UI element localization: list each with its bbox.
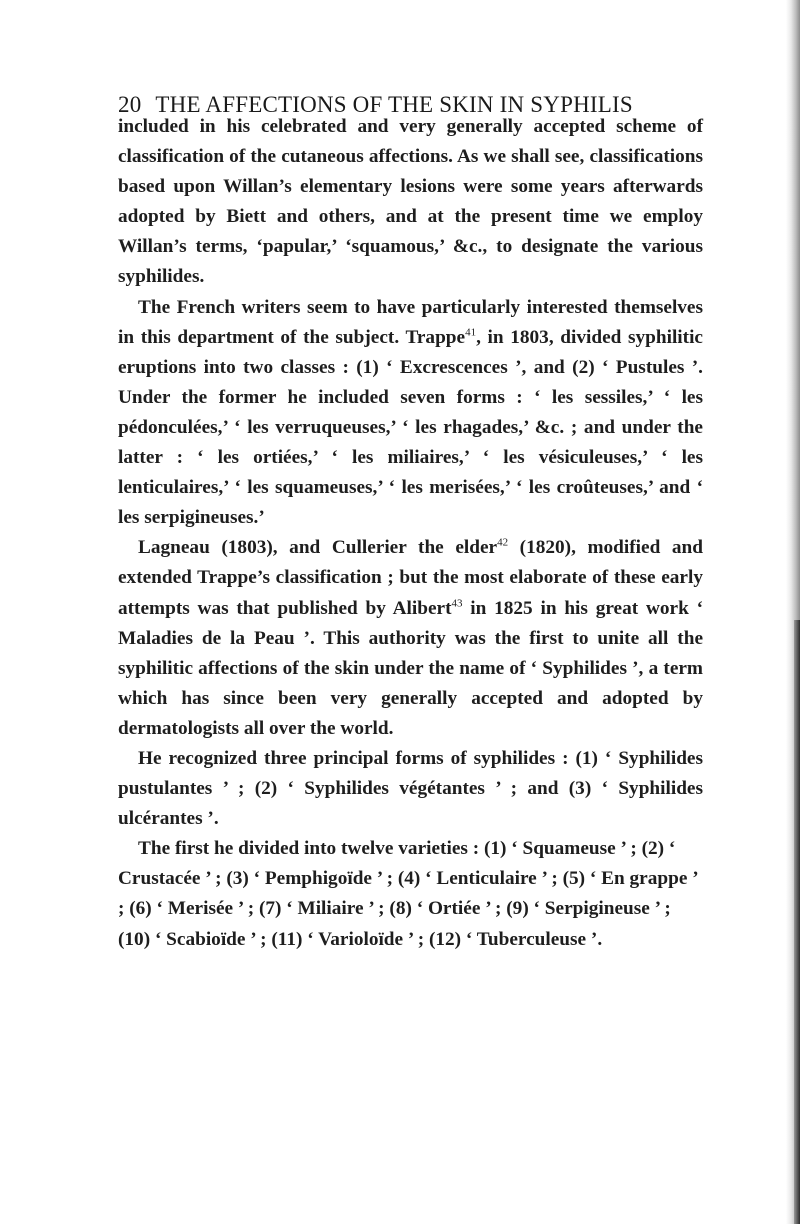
paragraph-2 — [118, 293, 703, 534]
running-title: THE AFFECTIONS OF THE SKIN IN SYPHILIS — [155, 92, 633, 117]
paragraph-3-text-c: in 1825 in his great work ‘ Maladies de la Peau ’. This authority was the first to unite all the syphilitic affections of the skin under the name of ‘ Syphilides ’, a term which has since been very generally accepted and adopted by dermatologists all over the world. — [118, 597, 703, 739]
page-number: 20 — [118, 92, 142, 117]
paragraph-2-text-a: The French writers seem to have particularly interested themselves in this department of the subject. Trappe — [118, 296, 703, 348]
paragraph-2-text-b: , in 1803, divided syphilitic eruptions into two classes : (1) ‘ Excrescences ’, and (2) ‘ Pustules ’. Under the former he included seven forms : ‘ les sessiles,’ ‘ les pédonculées,’ ‘ les verruqueuses,’ ‘ les rhagades,’ &c. ; and under the latter : ‘ les ortiées,’ ‘ les miliaires,’ ‘ les vésiculeuses,’ ‘ les lenticulaires,’ ‘ les squameuses,’ ‘ les merisées,’ ‘ les croûteuses,’ and ‘ les serpigineuses.’ — [118, 326, 703, 529]
paragraph-3 — [118, 533, 703, 744]
paragraph-1-text: included in his celebrated and very generally accepted scheme of classification of the cutaneous affections. As we shall see, classifications based upon Willan’s elementary lesions were some years afterwards adopted by Biett and others, and at the present time we employ Willan’s terms, ‘papular,’ ‘squamous,’ &c., to designate the various syphilides. — [118, 116, 703, 288]
paragraph-3-text-b: (1820), modified and extended Trappe’s classification ; but the most elaborate of these early attempts was that published by Alibert — [118, 537, 703, 619]
body-text — [118, 112, 703, 955]
paragraph-1 — [118, 112, 703, 293]
footnote-ref-43: 43 — [451, 597, 463, 610]
page-edge-binding — [794, 620, 800, 1224]
footnote-ref-42: 42 — [497, 536, 509, 549]
paragraph-5-text: The first he divided into twelve varieties : (1) ‘ Squameuse ’ ; (2) ‘ Crustacée ’ ; (3) ‘ Pemphigoïde ’ ; (4) ‘ Lenticulaire ’ ; (5) ‘ En grappe ’ ; (6) ‘ Merisée ’ ; (7) ‘ Miliaire ’ ; (8) ‘ Ortiée ’ ; (9) ‘ Serpigineuse ’ ; (10) ‘ Scabioïde ’ ; (11) ‘ Varioloïde ’ ; (12) ‘ Tuberculeuse ’. — [118, 838, 698, 950]
paragraph-4-text: He recognized three principal forms of syphilides : (1) ‘ Syphilides pustulantes ’ ; (2) ‘ Syphilides végétantes ’ ; and (3) ‘ Syphilides ulcérantes ’. — [118, 747, 703, 830]
footnote-ref-41: 41 — [465, 326, 477, 339]
paragraph-3-text-a: Lagneau (1803), and Cullerier the elder — [138, 537, 498, 559]
paragraph-4 — [118, 744, 703, 834]
paragraph-5 — [118, 834, 703, 954]
